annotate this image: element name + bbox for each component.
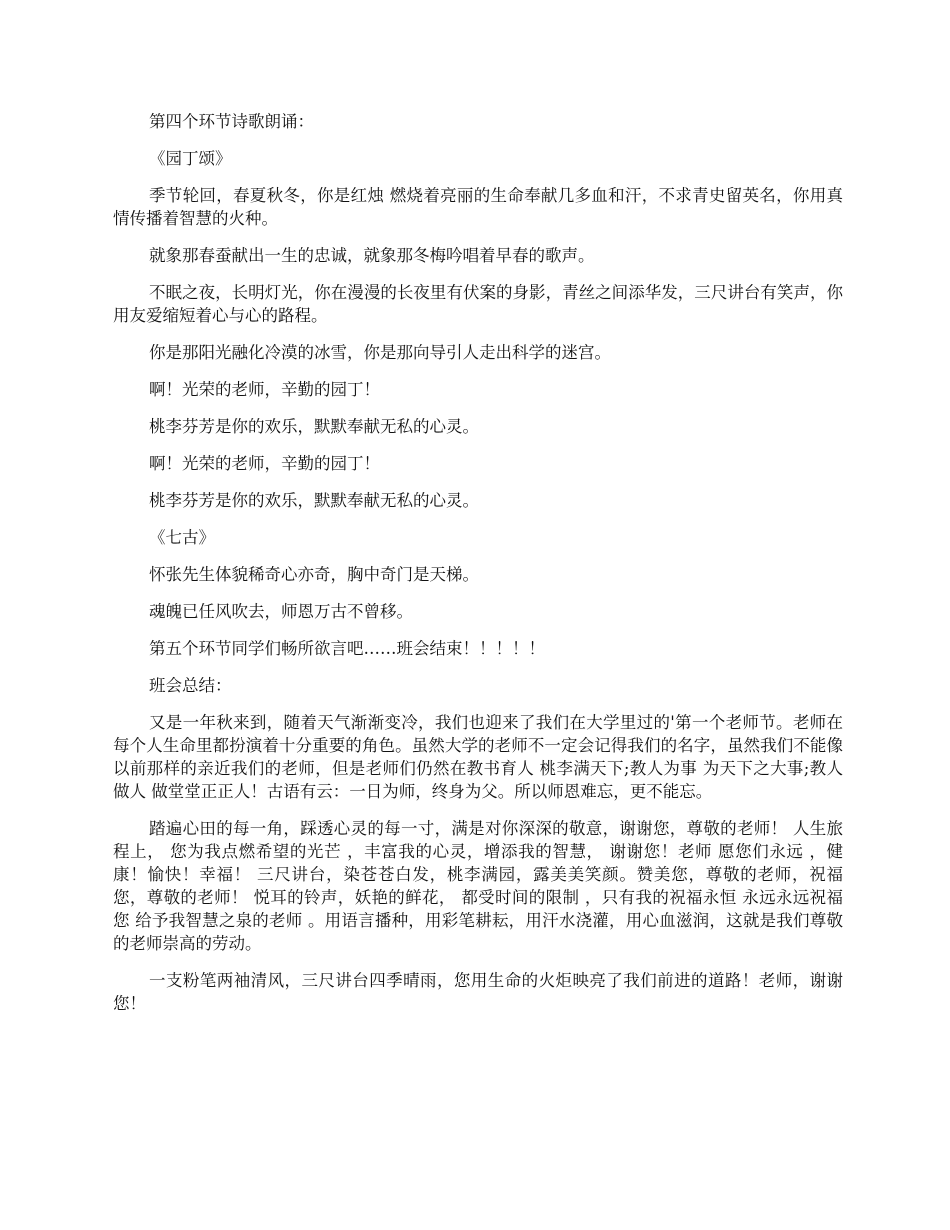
poem-paragraph: 桃李芬芳是你的欢乐，默默奉献无私的心灵。: [149, 417, 479, 436]
poem-paragraph: 桃李芬芳是你的欢乐，默默奉献无私的心灵。: [149, 491, 479, 510]
poem-paragraph: 就象那春蚕献出一生的忠诚，就象那冬梅吟唱着早春的歌声。: [149, 246, 595, 265]
section-heading-summary: 班会总结：: [149, 676, 232, 695]
poem-paragraph: 季节轮回，春夏秋冬，你是红烛 燃烧着亮丽的生命奉献几多血和汗，不求青史留英名，你用真情传播着智慧的火种。: [113, 186, 843, 228]
poem-title-qigu: 《七古》: [149, 528, 215, 547]
poem-paragraph: 啊！光荣的老师，辛勤的园丁！: [149, 454, 380, 473]
document-body: [113, 110, 843, 1029]
poem-paragraph: 怀张先生体貌稀奇心亦奇，胸中奇门是天梯。: [149, 565, 479, 584]
poem-paragraph: 魂魄已任风吹去，师恩万古不曾移。: [149, 602, 413, 621]
section-heading-poetry: 第四个环节诗歌朗诵：: [149, 112, 314, 131]
summary-paragraph: 又是一年秋来到，随着天气渐渐变冷，我们也迎来了我们在大学里过的'第一个老师节。老师在每个人生命里都扮演着十分重要的角色。虽然大学的老师不一定会记得我们的名字，虽然我们不能像以前那样的亲近我们的老师，但是老师们仍然在教书育人 桃李满天下;教人为事 为天下之大事;教人做人 做堂堂正正人！古语有云：一日为师，终身为父。所以师恩难忘，更不能忘。: [113, 713, 843, 801]
summary-paragraph: 踏遍心田的每一角，踩透心灵的每一寸，满是对你深深的敬意，谢谢您，尊敬的老师！ 人生旅程上， 您为我点燃希望的光芒 ，丰富我的心灵，增添我的智慧， 谢谢您！老师 愿您们永远 ，健康！愉快！幸福！ 三尺讲台，染苍苍白发，桃李满园，露美美笑颜。赞美您，尊敬的老师，祝福您，尊敬的老师！ 悦耳的铃声，妖艳的鲜花， 都受时间的限制 ，只有我的祝福永恒 永远永远祝福您 给予我智慧之泉的老师 。用语言播种，用彩笔耕耘，用汗水浇灌，用心血滋润，这就是我们尊敬的老师崇高的劳动。: [113, 819, 843, 953]
poem-paragraph: 不眠之夜，长明灯光，你在漫漫的长夜里有伏案的身影，青丝之间添华发，三尺讲台有笑声，你用友爱缩短着心与心的路程。: [113, 283, 843, 325]
poem-paragraph: 啊！光荣的老师，辛勤的园丁！: [149, 380, 380, 399]
poem-title-gardener: 《园丁颂》: [149, 149, 232, 168]
poem-paragraph: 你是那阳光融化冷漠的冰雪，你是那向导引人走出科学的迷宫。: [149, 343, 611, 362]
closing-paragraph: 一支粉笔两袖清风，三尺讲台四季晴雨，您用生命的火炬映亮了我们前进的道路！老师，谢谢您！: [113, 971, 843, 1013]
section-heading-discussion: 第五个环节同学们畅所欲言吧……班会结束！！！！！: [149, 639, 545, 658]
